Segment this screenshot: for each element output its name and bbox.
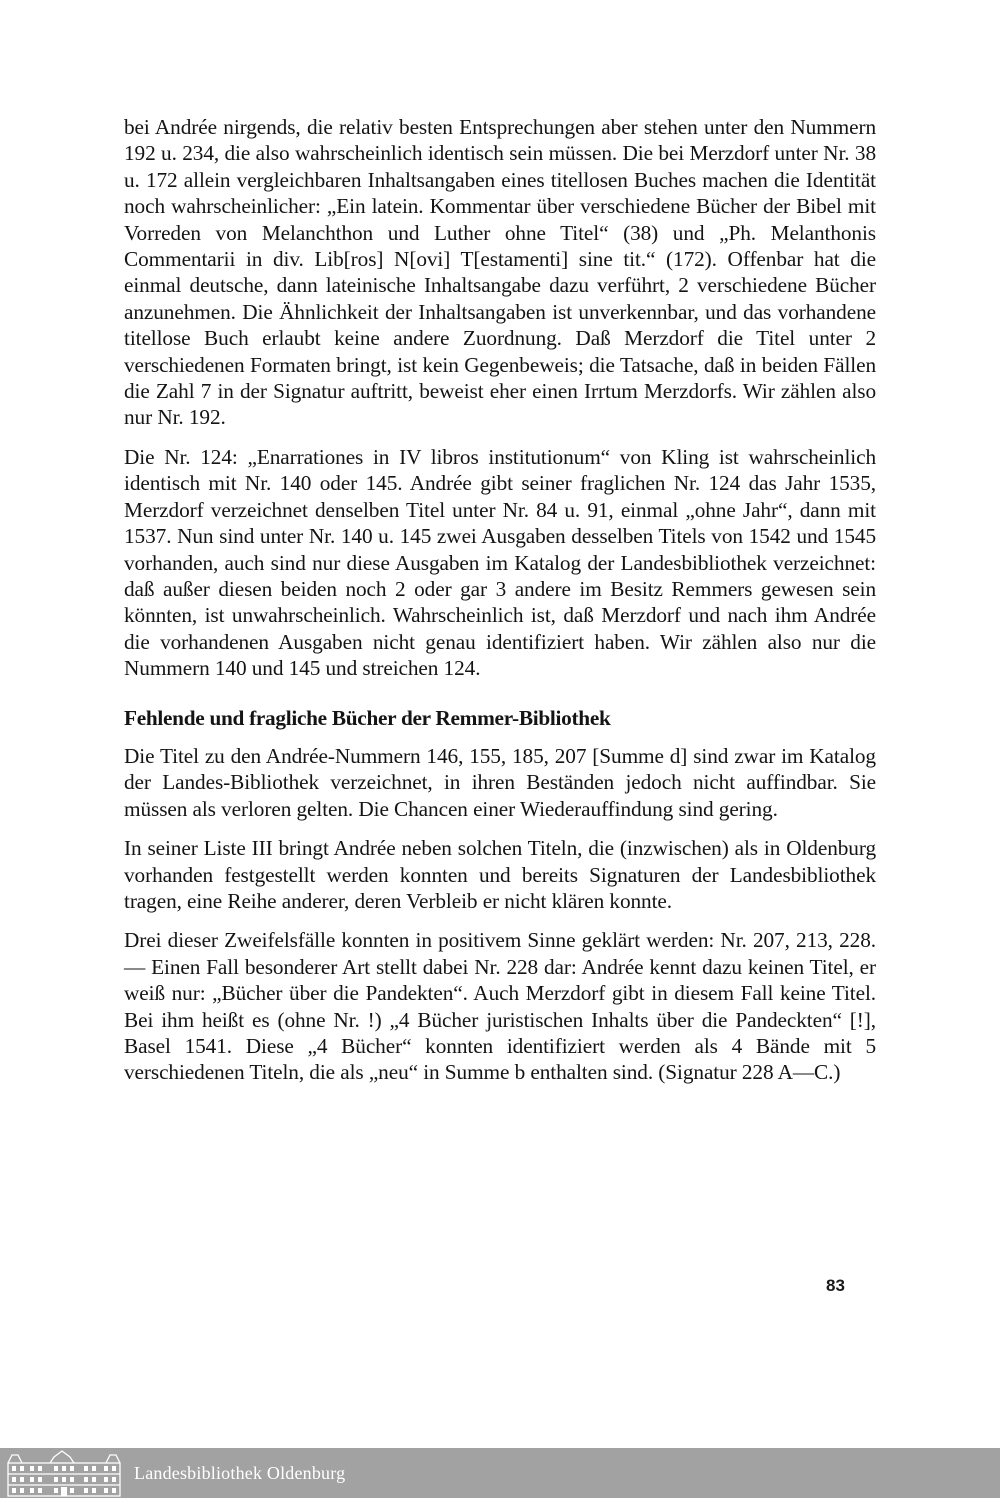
page-number: 83	[826, 1276, 845, 1295]
paragraph: In seiner Liste III bringt Andrée neben solchen Titeln, die (inzwischen) als in Oldenburg vorhanden festgestellt werden konnten und bereits Signaturen der Landesbibliothek tragen, eine Reihe anderer, deren Verbleib er nicht klären konnte.	[124, 836, 876, 913]
paragraph: Drei dieser Zweifelsfälle konnten in positivem Sinne geklärt werden: Nr. 207, 213, 228. — Einen Fall besonderer Art stellt dabei Nr. 228 dar: Andrée kennt dazu keinen Titel, er weiß nur: „Bücher über die Pandekten“. Auch Merzdorf gibt in diesem Fall keine Titel. Bei ihm heißt es (ohne Nr. !) „4 Bücher juristischen Inhalts über die Pandeckten“ [!], Basel 1541. Diese „4 Bücher“ konnten identifiziert werden als 4 Bände mit 5 verschiedenen Titeln, die als „neu“ in Summe b enthalten sind. (Signatur 228 A—C.)	[124, 928, 876, 1085]
footer-bar	[0, 1448, 1000, 1498]
paragraph: Die Titel zu den Andrée-Nummern 146, 155, 185, 207 [Summe d] sind zwar im Katalog der Landes-Bibliothek verzeichnet, in ihren Beständen jedoch nicht auffindbar. Sie müssen als verloren gelten. Die Chancen einer Wiederauffindung sind gering.	[124, 743, 876, 821]
paragraph: bei Andrée nirgends, die relativ besten Entsprechungen aber stehen unter den Nummern 192 u. 234, die also wahrscheinlich identisch sein müssen. Die bei Merzdorf unter Nr. 38 u. 172 allein vergleichbaren Inhaltsangaben eines titellosen Buches machen die Identität noch wahrscheinlicher: „Ein latein. Kommentar über verschiedene Bücher der Bibel mit Vorreden von Melanchthon und Luther ohne Titel“ (38) und „Ph. Melanthonis Commentarii in div. Lib[ros] N[ovi] T[estamenti] sine tit.“ (172). Offenbar hat die einmal deutsche, dann lateinische Inhaltsangabe dazu verführt, 2 verschiedene Bücher anzunehmen. Die Ähnlichkeit der Inhaltsangaben ist unverkennbar, und das vorhandene titellose Buch erlaubt keine andere Zuordnung. Daß Merzdorf die Titel unter 2 verschiedenen Formaten bringt, ist kein Gegenbeweis; die Tatsache, daß in beiden Fällen die Zahl 7 in der Signatur auftritt, beweist eher einen Irrtum Merzdorfs. Wir zählen also nur Nr. 192.	[124, 115, 876, 430]
page-body	[124, 114, 876, 1086]
section-heading: Fehlende und fragliche Bücher der Remmer-Bibliothek	[124, 705, 611, 730]
paragraph: Die Nr. 124: „Enarrationes in IV libros institutionum“ von Kling ist wahrscheinlich identisch mit Nr. 140 oder 145. Andrée gibt seiner fraglichen Nr. 124 das Jahr 1535, Merzdorf verzeichnet denselben Titel unter Nr. 84 u. 91, einmal „ohne Jahr“, dann mit 1537. Nun sind unter Nr. 140 u. 145 zwei Ausgaben desselben Titels von 1542 und 1545 vorhanden, auch sind nur diese Ausgaben im Katalog der Landesbibliothek verzeichnet: daß außer diesen beiden noch 2 oder gar 3 andere im Besitz Remmers gewesen sein könnten, ist unwahrscheinlich. Wahrscheinlich ist, daß Merzdorf und nach ihm Andrée die vorhandenen Ausgaben nicht genau identifiziert haben. Wir zählen also nur die Nummern 140 und 145 und streichen 124.	[124, 444, 876, 681]
institution-name: Landesbibliothek Oldenburg	[134, 1462, 346, 1483]
library-building-icon	[6, 1449, 122, 1497]
